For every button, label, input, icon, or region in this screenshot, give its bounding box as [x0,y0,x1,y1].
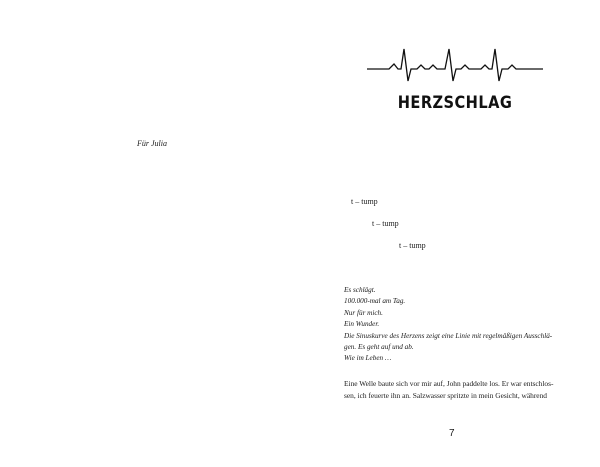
body-text [344,378,564,402]
heartbeat-text-1: t – tump [351,197,378,206]
heartbeat-text-2: t – tump [372,219,399,228]
dedication: Für Julia [137,139,167,148]
heartbeat-text-3: t – tump [399,241,426,250]
poem-line: 100.000-mal am Tag. [344,297,406,306]
poem-line: Es schlägt. [344,286,376,294]
poem-line: Die Sinuskurve des Herzens zeigt eine Linie mit regelmäßigen Ausschlä- [344,331,553,340]
poem-line: Wie im Leben … [344,354,392,363]
poem-line: Nur für mich. [344,308,383,317]
page-number: 7 [449,428,455,439]
ecg-heartbeat-icon [367,47,543,83]
body-text-line: Eine Welle baute sich vor mir auf, John paddelte los. Er war entschlos- [344,379,554,388]
chapter-title: HERZSCHLAG [397,93,513,113]
poem-line: gen. Es geht auf und ab. [344,343,414,352]
poem-line: Ein Wunder. [344,320,380,329]
intro-poem [344,285,564,365]
body-text-line: sen, ich feuerte ihn an. Salzwasser spritzte in mein Gesicht, während [344,391,547,400]
